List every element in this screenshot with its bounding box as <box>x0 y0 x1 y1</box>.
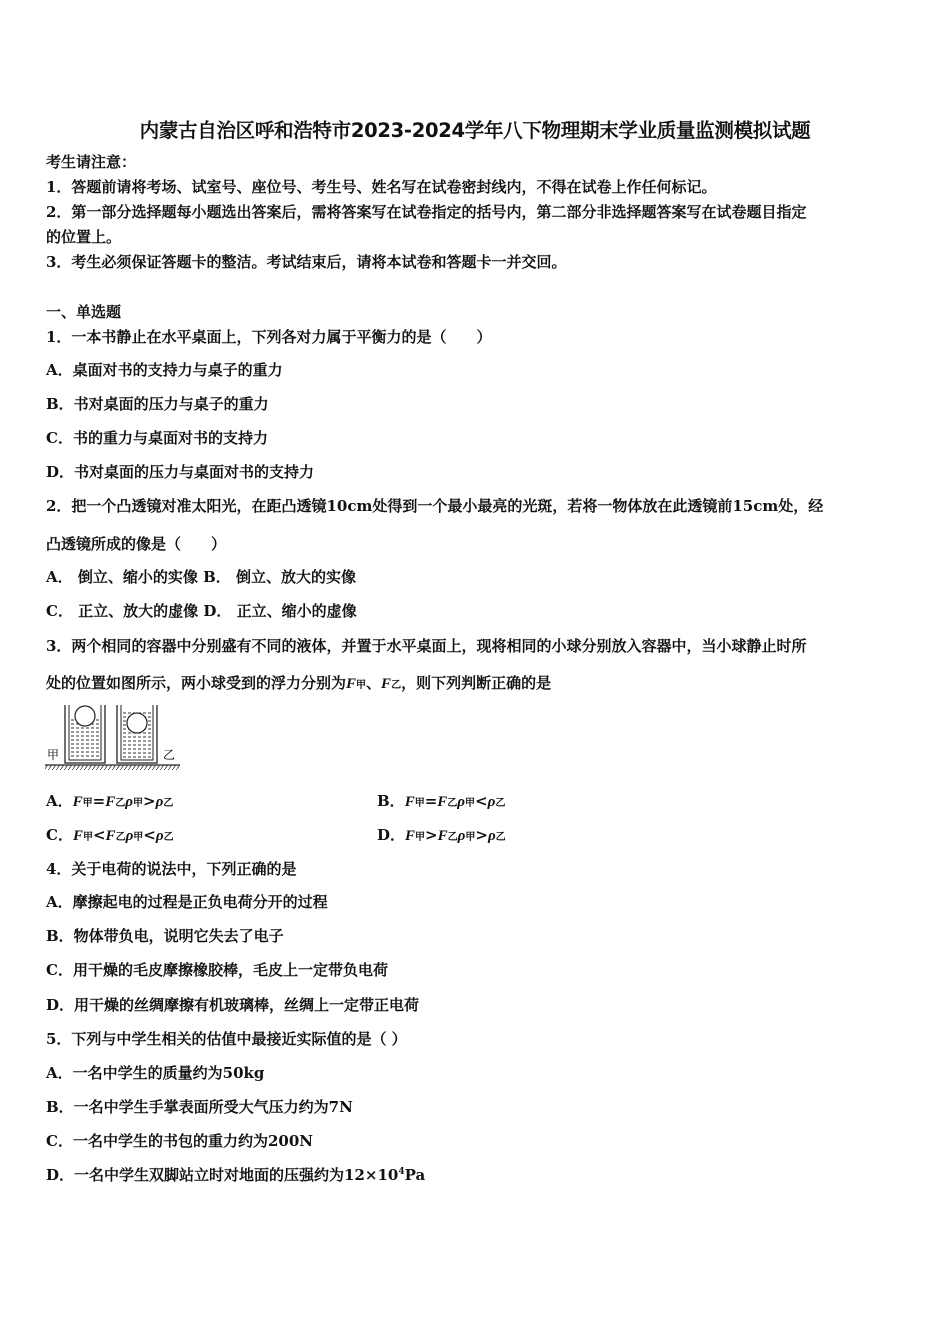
q5-option-b: B．一名中学生手掌表面所受大气压力约为7N <box>46 1098 353 1116</box>
q4-option-d: D．用干燥的丝绸摩擦有机玻璃棒，丝绸上一定带正电荷 <box>46 996 420 1014</box>
containers-figure <box>45 703 185 773</box>
figure-label-jia: 甲 <box>47 748 60 762</box>
table-hatching <box>45 765 180 770</box>
q5-option-a: A．一名中学生的质量约为50kg <box>46 1064 265 1082</box>
notice-heading: 考生请注意： <box>46 153 137 171</box>
container-yi <box>117 705 157 763</box>
container-jia <box>65 705 105 763</box>
q5-stem: 5．下列与中学生相关的估值中最接近实际值的是（ ） <box>46 1030 407 1048</box>
q3-option-c: C．F甲<F乙ρ甲<ρ乙 <box>46 826 174 844</box>
q2-options-row2: C． 正立、放大的虚像 D． 正立、缩小的虚像 <box>46 602 357 620</box>
q2-options-row1: A． 倒立、缩小的实像 B． 倒立、放大的实像 <box>46 568 356 586</box>
notice-item-2-cont: 的位置上。 <box>46 228 122 246</box>
ball-jia <box>75 706 95 726</box>
q1-option-b: B．书对桌面的压力与桌子的重力 <box>46 395 269 413</box>
page-title: 内蒙古自治区呼和浩特市2023-2024学年八下物理期末学业质量监测模拟试题 <box>139 119 811 142</box>
q5-option-d: D．一名中学生双脚站立时对地面的压强约为$12\times 10^4Pa$ <box>46 1166 426 1184</box>
q4-option-c: C．用干燥的毛皮摩擦橡胶棒，毛皮上一定带负电荷 <box>46 961 388 979</box>
section-heading: 一、单选题 <box>46 303 122 321</box>
q3-option-a: A．F甲=F乙ρ甲>ρ乙 <box>46 792 174 810</box>
q2-stem-line1: 2．把一个凸透镜对准太阳光，在距凸透镜10cm处得到一个最小最亮的光斑，若将一物体放在此透镜前15cm处，经 <box>46 497 824 515</box>
q5-option-c: C．一名中学生的书包的重力约为200N <box>46 1132 313 1150</box>
q3-option-b: B．F甲=F乙ρ甲<ρ乙 <box>377 792 506 810</box>
q4-option-b: B．物体带负电，说明它失去了电子 <box>46 927 284 945</box>
q3-stem-line1: 3．两个相同的容器中分别盛有不同的液体，并置于水平桌面上，现将相同的小球分别放入容器中，当小球静止时所 <box>46 637 807 655</box>
notice-item-2: 2．第一部分选择题每小题选出答案后，需将答案写在试卷指定的括号内，第二部分非选择题答案写在试卷题目指定 <box>46 203 807 221</box>
q1-option-c: C．书的重力与桌面对书的支持力 <box>46 429 268 447</box>
notice-item-1: 1．答题前请将考场、试室号、座位号、考生号、姓名写在试卷密封线内，不得在试卷上作任何标记。 <box>46 178 717 196</box>
q1-stem: 1．一本书静止在水平桌面上，下列各对力属于平衡力的是（ ） <box>46 328 492 346</box>
ball-yi <box>127 713 147 733</box>
q3-option-d: D．F甲>F乙ρ甲>ρ乙 <box>377 826 506 844</box>
notice-item-3: 3．考生必须保证答题卡的整洁。考试结束后，请将本试卷和答题卡一并交回。 <box>46 253 567 271</box>
q4-stem: 4．关于电荷的说法中，下列正确的是 <box>46 860 297 878</box>
q1-option-d: D．书对桌面的压力与桌面对书的支持力 <box>46 463 315 481</box>
q4-option-a: A．摩擦起电的过程是正负电荷分开的过程 <box>46 893 328 911</box>
q3-stem-line2: 处的位置如图所示，两小球受到的浮力分别为F甲、F乙，则下列判断正确的是 <box>46 674 552 692</box>
q1-option-a: A．桌面对书的支持力与桌子的重力 <box>46 361 283 379</box>
q2-stem-line2: 凸透镜所成的像是（ ） <box>46 535 227 553</box>
figure-label-yi: 乙 <box>163 748 176 762</box>
